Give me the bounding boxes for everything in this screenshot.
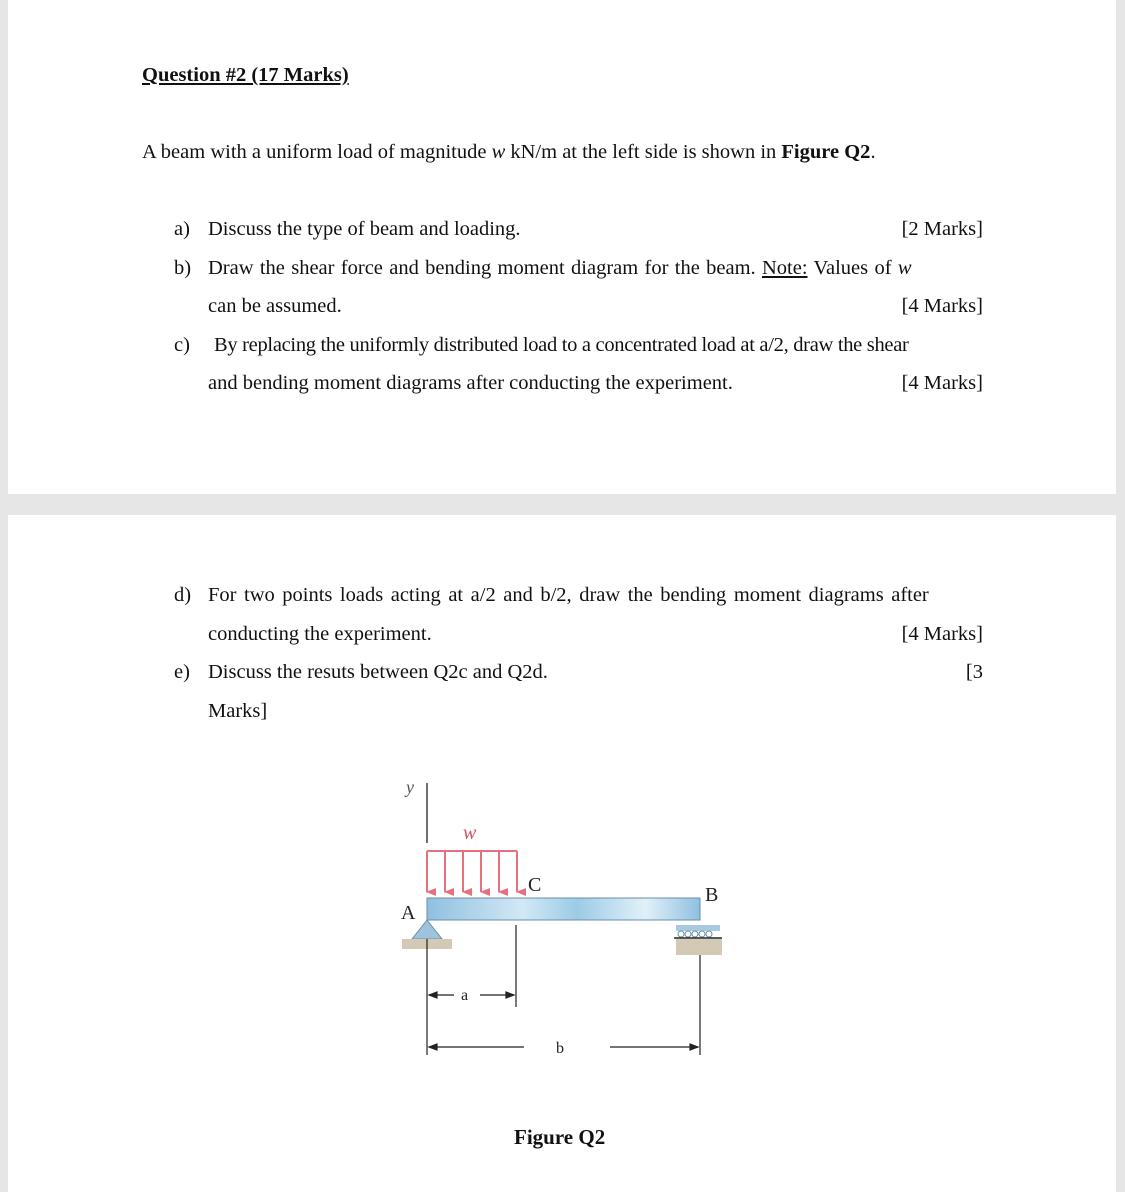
part-e-text: Discuss the resuts between Q2c and Q2d. [208,661,548,683]
part-d-marks: [4 Marks] [901,623,983,645]
figure-caption: Figure Q2 [514,1125,606,1149]
part-c-line1: By replacing the uniformly distributed load to a concentrated load at a/2, draw the shear [214,334,909,356]
part-d-line1: For two points loads acting at a/2 and b/2, draw the bending moment diagrams after [208,584,929,606]
dim-label-a: a [461,987,469,1004]
part-b-marks: [4 Marks] [901,295,983,317]
part-e-marks-line2: Marks] [208,700,268,722]
roller-support-b [674,925,722,955]
part-b-line1: Draw the shear force and bending moment diagram for the beam. Note: Values of w [208,257,912,279]
dim-label-b: b [556,1040,564,1057]
page-1 [8,0,1116,494]
distributed-load [427,851,517,892]
part-e-label: e) [174,661,190,683]
question-title: Question #2 (17 Marks) [142,64,349,86]
part-c-marks: [4 Marks] [901,372,983,394]
part-a-text: Discuss the type of beam and loading. [208,218,521,240]
beam-figure [8,515,1116,1192]
point-b-label: B [705,884,719,906]
point-a-label: A [401,902,416,924]
part-b-label: b) [174,257,192,279]
part-a-label: a) [174,218,190,240]
part-a-marks: [2 Marks] [901,218,983,240]
part-c-line2: and bending moment diagrams after conducting the experiment. [208,372,733,394]
page-2 [8,515,1116,1192]
point-c-label: C [528,874,542,896]
part-e-marks-line1: [3 [965,661,983,683]
part-c-label: c) [174,334,190,356]
part-b-line2: can be assumed. [208,295,342,317]
beam [427,898,700,920]
load-label-w: w [463,822,477,844]
y-axis-label: y [406,777,414,797]
part-d-label: d) [174,584,192,606]
pin-support-a [412,920,442,939]
part-d-line2: conducting the experiment. [208,623,432,645]
intro-text: A beam with a uniform load of magnitude w kN/m at the left side is shown in Figure Q2. [142,141,876,163]
